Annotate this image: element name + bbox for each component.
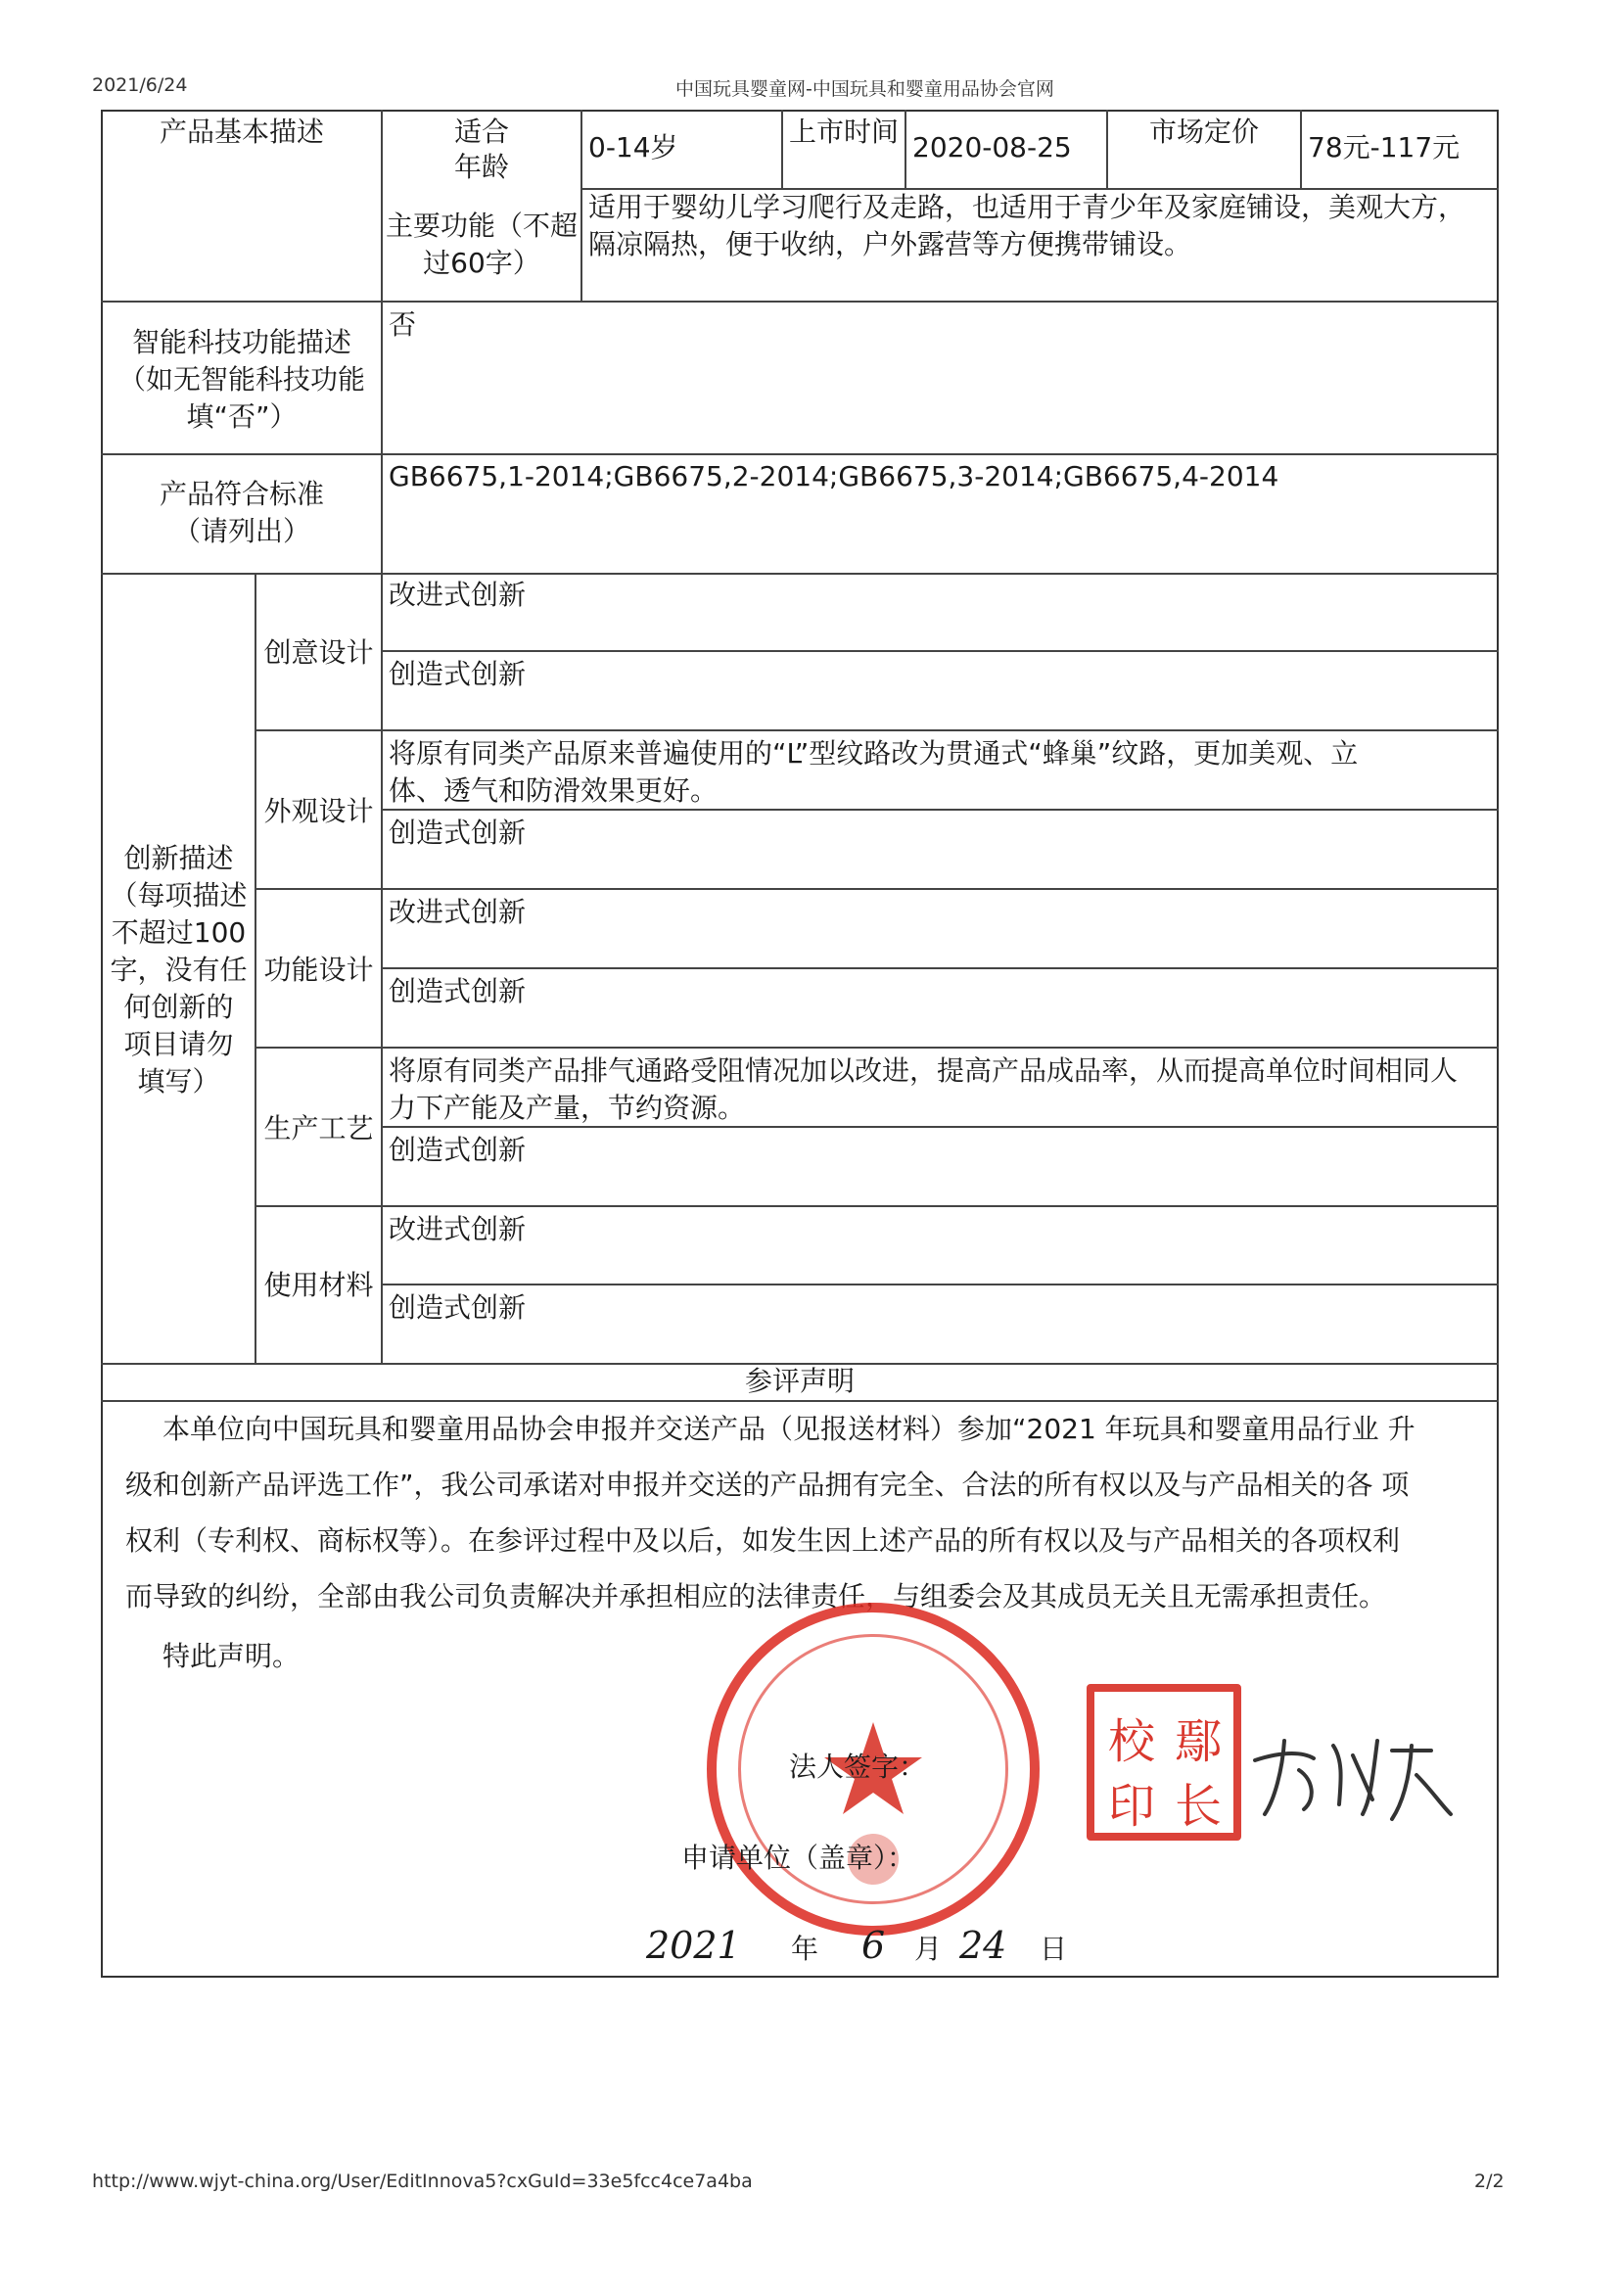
declaration-line-2: 级和创新产品评选工作”，我公司承诺对申报并交送的产品拥有完全、合法的所有权以及与产品相关的各 项 <box>125 1469 1410 1501</box>
declaration-line-1: 本单位向中国玩具和婴童用品协会申报并交送产品（见报送材料）参加“2021 年玩具和婴童用品行业 升 <box>162 1413 1415 1445</box>
grid-line <box>255 1205 1499 1207</box>
page-number: 2/2 <box>1474 2171 1505 2192</box>
section-appearance-created: 创造式创新 <box>389 817 527 849</box>
standard-value: GB6675,1-2014;GB6675,2-2014;GB6675,3-2014;GB6675,4-2014 <box>389 460 1279 492</box>
standard-label-2: （请列出） <box>172 515 310 547</box>
section-production-improved-2: 力下产能及产量，节约资源。 <box>389 1092 746 1124</box>
legal-signature-label: 法人签字： <box>789 1751 927 1783</box>
age-label-1: 适合 <box>453 116 509 148</box>
date-year: 2021 <box>646 1924 741 1967</box>
personal-stamp <box>1087 1684 1241 1841</box>
section-appearance-improved-1: 将原有同类产品原来普遍使用的“L”型纹路改为贯通式“蜂巢”纹路，更加美观、立 <box>389 737 1359 770</box>
smart-value: 否 <box>389 308 417 341</box>
section-label-appearance: 外观设计 <box>263 795 374 827</box>
section-label-creative: 创意设计 <box>263 636 374 669</box>
grid-line <box>255 888 1499 890</box>
date-day: 24 <box>959 1924 1007 1967</box>
grid-line <box>580 110 582 302</box>
innovation-label-2: （每项描述 <box>110 879 248 911</box>
section-label-function: 功能设计 <box>263 954 374 986</box>
section-label-materials: 使用材料 <box>263 1269 374 1301</box>
page-url: http://www.wjyt-china.org/User/EditInnova5?cxGuId=33e5fcc4ce7a4ba <box>92 2171 753 2192</box>
grid-line <box>255 1047 1499 1049</box>
grid-line <box>381 650 1499 652</box>
date-year-unit: 年 <box>791 1933 819 1965</box>
print-date: 2021/6/24 <box>92 74 188 96</box>
launch-label: 上市时间 <box>788 116 899 148</box>
grid-line <box>255 729 1499 731</box>
innovation-label-3: 不超过100 <box>111 916 247 949</box>
declaration-line-4: 而导致的纠纷，全部由我公司负责解决并承担相应的法律责任，与组委会及其成员无关且无需承担责任。 <box>125 1580 1387 1612</box>
innovation-label-4: 字，没有任 <box>110 954 248 986</box>
applicant-unit-label: 申请单位（盖章）： <box>681 1842 915 1874</box>
age-value: 0-14岁 <box>588 131 678 164</box>
stamp-glyph: 长 <box>1175 1779 1223 1834</box>
grid-line <box>101 301 1499 303</box>
date-month: 6 <box>861 1924 886 1967</box>
grid-line <box>381 110 383 1363</box>
grid-line <box>101 453 1499 455</box>
declaration-title: 参评声明 <box>744 1365 855 1397</box>
stamp-glyph: 鄢 <box>1175 1714 1223 1769</box>
handwritten-signature <box>1245 1721 1461 1829</box>
stamp-glyph: 校 <box>1108 1714 1156 1769</box>
section-creative-improved: 改进式创新 <box>389 579 527 611</box>
section-materials-created: 创造式创新 <box>389 1291 527 1324</box>
stamp-glyph: 印 <box>1108 1779 1156 1834</box>
standard-label-1: 产品符合标准 <box>159 478 324 510</box>
basic-description-label: 产品基本描述 <box>159 116 324 148</box>
age-label-2: 年龄 <box>453 151 509 183</box>
innovation-label-7: 填写） <box>137 1065 220 1098</box>
section-materials-improved: 改进式创新 <box>389 1213 527 1245</box>
section-function-improved: 改进式创新 <box>389 896 527 928</box>
section-production-created: 创造式创新 <box>389 1134 527 1166</box>
grid-line <box>905 110 906 188</box>
declaration-closing: 特此声明。 <box>162 1640 301 1672</box>
grid-line <box>101 1400 1499 1402</box>
section-label-production: 生产工艺 <box>263 1112 374 1144</box>
innovation-label-5: 何创新的 <box>123 991 234 1023</box>
function-label-1: 主要功能（不超 <box>385 210 578 242</box>
grid-line <box>381 967 1499 969</box>
declaration-line-3: 权利（专利权、商标权等）。在参评过程中及以后，如发生因上述产品的所有权以及与产品相关的各项权利 <box>125 1524 1401 1557</box>
price-label: 市场定价 <box>1148 116 1259 148</box>
function-value-2: 隔凉隔热，便于收纳，户外露营等方便携带铺设。 <box>588 228 1192 260</box>
date-month-unit: 月 <box>914 1933 943 1965</box>
section-appearance-improved-2: 体、透气和防滑效果更好。 <box>389 774 719 807</box>
function-value-1: 适用于婴幼儿学习爬行及走路，也适用于青少年及家庭铺设，美观大方， <box>588 191 1466 223</box>
smart-label-1: 智能科技功能描述 <box>131 326 351 358</box>
grid-line <box>1300 110 1302 188</box>
section-function-created: 创造式创新 <box>389 975 527 1007</box>
function-label-2: 过60字） <box>423 247 540 279</box>
section-production-improved-1: 将原有同类产品排气通路受阻情况加以改进，提高产品成品率，从而提高单位时间相同人 <box>389 1054 1459 1087</box>
smart-label-3: 填“否”） <box>186 400 298 433</box>
site-title: 中国玩具婴童网-中国玩具和婴童用品协会官网 <box>675 78 1054 100</box>
innovation-label-6: 项目请勿 <box>123 1028 234 1060</box>
innovation-label-1: 创新描述 <box>123 842 234 874</box>
smart-label-2: （如无智能科技功能 <box>117 363 365 396</box>
launch-value: 2020-08-25 <box>912 131 1072 164</box>
grid-line <box>101 573 1499 575</box>
section-creative-created: 创造式创新 <box>389 658 527 690</box>
price-value: 78元-117元 <box>1308 131 1461 164</box>
date-day-unit: 日 <box>1040 1933 1068 1965</box>
grid-line <box>381 1284 1499 1285</box>
